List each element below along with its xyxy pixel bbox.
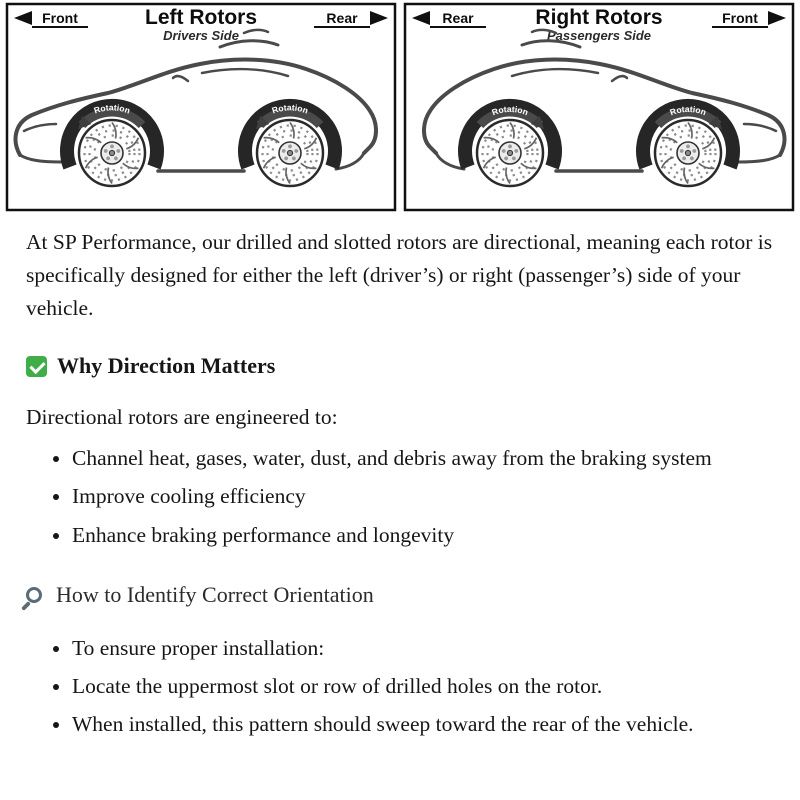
- section-heading-text: Why Direction Matters: [57, 353, 276, 379]
- left-front-rotor: [79, 120, 145, 186]
- right-panel-title: Right Rotors: [535, 6, 663, 29]
- right-panel-rear-label: Rear: [442, 10, 474, 26]
- list-item: • To ensure proper installation:: [72, 632, 774, 665]
- list-item: • Channel heat, gases, water, dust, and debris away from the braking system: [72, 442, 774, 475]
- orientation-steps-list: [26, 632, 774, 741]
- section-heading-text: How to Identify Correct Orientation: [56, 581, 374, 607]
- intro-paragraph: At SP Performance, our drilled and slotted rotors are directional, meaning each rotor is specifically designed for either the left (driver’s) or right (passenger’s) side of your vehicle.: [26, 230, 773, 321]
- section-heading-identify-orientation: [26, 578, 774, 612]
- right-rear-rotor: [477, 120, 543, 186]
- rotation-label: Rotation: [490, 103, 530, 118]
- article-body: [0, 214, 800, 741]
- rotation-label: Rotation: [668, 103, 708, 118]
- left-panel-title: Left Rotors: [145, 6, 257, 29]
- left-rotors-panel: [7, 4, 395, 210]
- right-panel-subtitle: Passengers Side: [546, 28, 652, 43]
- section-heading-why-direction-matters: [26, 349, 774, 383]
- rotation-label: Rotation: [92, 102, 132, 116]
- left-panel-rear-label: Rear: [326, 10, 358, 26]
- right-panel-front-label: Front: [722, 10, 758, 26]
- list-item: • Locate the uppermost slot or row of drilled holes on the rotor.: [72, 670, 774, 703]
- direction-benefits-list: [26, 442, 774, 551]
- list-item: • When installed, this pattern should sweep toward the rear of the vehicle.: [72, 708, 774, 741]
- list-item: • Enhance braking performance and longevity: [72, 519, 774, 552]
- right-rotors-panel: [405, 4, 793, 210]
- section1-lead: Directional rotors are engineered to:: [26, 405, 338, 430]
- list-item: • Improve cooling efficiency: [72, 480, 774, 513]
- magnifier-icon: [26, 587, 42, 603]
- right-front-rotor: [655, 120, 721, 186]
- green-check-icon: [26, 356, 47, 377]
- rotor-direction-diagram: [0, 0, 800, 214]
- left-panel-subtitle: Drivers Side: [163, 28, 239, 43]
- rotation-label: Rotation: [270, 102, 310, 116]
- left-panel-front-label: Front: [42, 10, 78, 26]
- left-rear-rotor: [257, 120, 323, 186]
